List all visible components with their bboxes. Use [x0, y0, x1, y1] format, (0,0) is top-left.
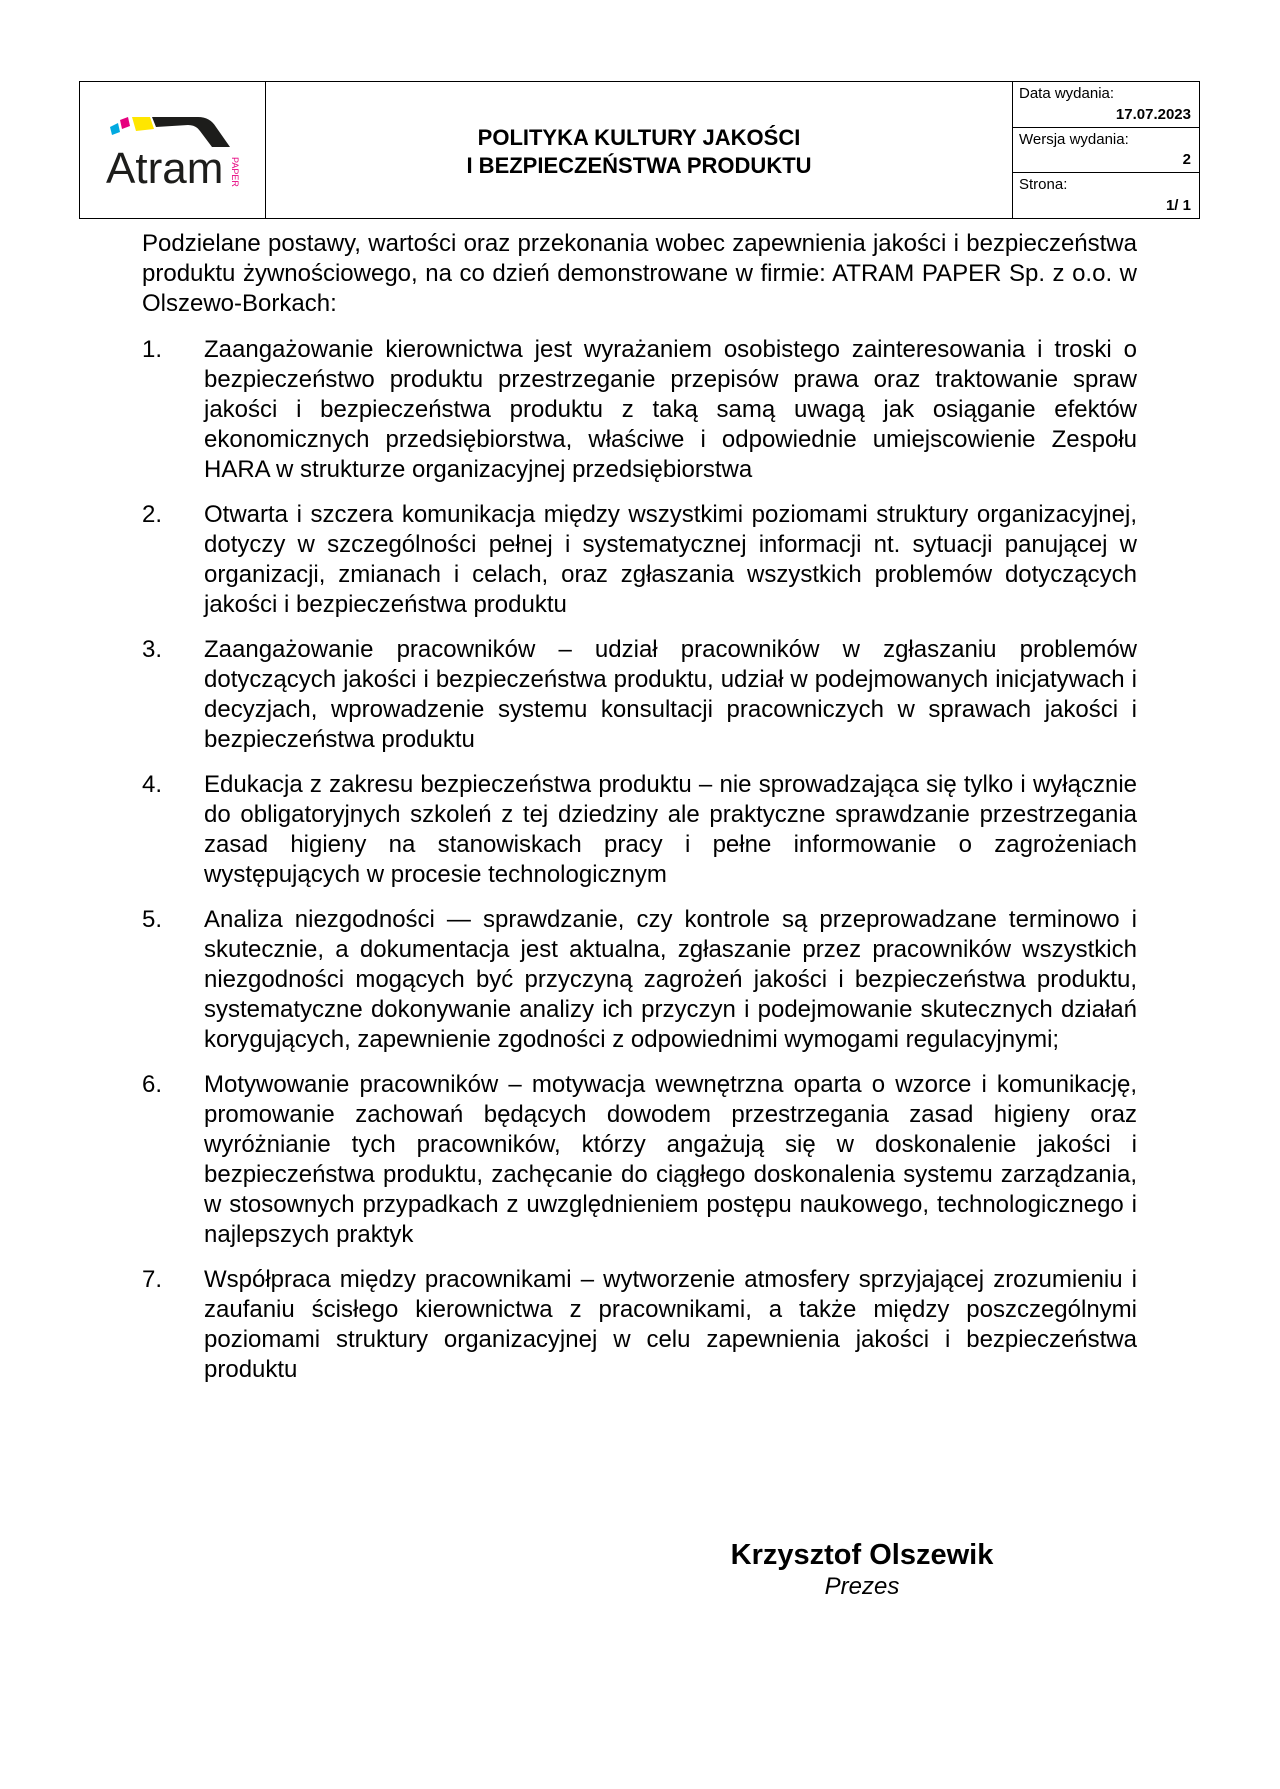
meta-issue-date — [1013, 82, 1199, 128]
item-text: Współpraca między pracownikami – wytworzenie atmosfery sprzyjającej zrozumieniu i zaufaniu ścisłego kierownictwa z pracownikami, a także między poszczególnymi poziomami struktury organizacyjnej w celu zapewnienia jakości i bezpieczeństwa produktu — [204, 1266, 1137, 1383]
item-number: 4. — [142, 771, 163, 798]
logo-magenta-mark — [120, 117, 130, 129]
policy-list — [142, 335, 1137, 1400]
logo-wordmark: Atram — [105, 144, 223, 193]
meta-value: 2 — [1182, 151, 1191, 169]
meta-column — [1013, 82, 1199, 218]
logo-cyan-mark — [110, 123, 120, 135]
logo-swoosh — [152, 117, 230, 147]
list-item — [142, 1070, 1137, 1250]
meta-value: 17.07.2023 — [1115, 105, 1191, 123]
document-title — [266, 82, 1013, 218]
logo-yellow-mark — [132, 117, 154, 131]
logo-cell — [80, 82, 266, 218]
meta-value: 1/ 1 — [1165, 197, 1191, 215]
title-line-2: I BEZPIECZEŃSTWA PRODUKTU — [466, 153, 812, 178]
meta-label: Strona: — [1019, 176, 1068, 194]
list-item — [142, 905, 1137, 1055]
intro-paragraph: Podzielane postawy, wartości oraz przekonania wobec zapewnienia jakości i bezpieczeństwa produktu żywnościowego, na co dzień demonstrowane w firmie: ATRAM PAPER Sp. z o.o. w Olszewo-Borkach: — [142, 230, 1137, 317]
item-number: 1. — [142, 336, 163, 363]
item-number: 3. — [142, 636, 163, 663]
meta-version — [1013, 128, 1199, 174]
title-line-1: POLITYKA KULTURY JAKOŚCI — [477, 125, 801, 150]
signatory-name: Krzysztof Olszewik — [730, 1539, 994, 1571]
meta-label: Wersja wydania: — [1019, 130, 1129, 148]
item-number: 7. — [142, 1266, 163, 1293]
item-text: Zaangażowanie pracowników – udział pracowników w zgłaszaniu problemów dotyczących jakości i bezpieczeństwa produktu, udział w podejmowanych inicjatywach i decyzjach, wprowadzenie systemu konsultacji pracowniczych w sprawach jakości i bezpieczeństwa produktu — [204, 636, 1137, 753]
item-text: Otwarta i szczera komunikacja między wszystkimi poziomami struktury organizacyjnej, dotyczy w szczególności pełnej i systematycznej informacji nt. sytuacji panującej w organizacji, zmianach i celach, oraz zgłaszania wszystkich problemów dotyczących jakości i bezpieczeństwa produktu — [204, 501, 1137, 618]
item-text: Analiza niezgodności — sprawdzanie, czy kontrole są przeprowadzane terminowo i skutecznie, a dokumentacja jest aktualna, zgłaszanie przez pracowników wszystkich niezgodności mogących być przyczyną zagrożeń jakości i bezpieczeństwa produktu, systematyczne dokonywanie analizy ich przyczyn i podejmowanie skutecznych działań korygujących, zapewnienie zgodności z odpowiednimi wymogami regulacyjnymi; — [204, 906, 1137, 1053]
item-text: Zaangażowanie kierownictwa jest wyrażaniem osobistego zainteresowania i troski o bezpieczeństwo produktu przestrzeganie przepisów prawa oraz traktowanie spraw jakości i bezpieczeństwa produktu z taką samą uwagą jak osiąganie efektów ekonomicznych przedsiębiorstwa, właściwe i odpowiednie umiejscowienie Zespołu HARA w strukturze organizacyjnej przedsiębiorstwa — [204, 336, 1137, 483]
atram-logo — [98, 105, 248, 195]
item-text: Edukacja z zakresu bezpieczeństwa produktu – nie sprowadzająca się tylko i wyłącznie do obligatoryjnych szkoleń z tej dziedziny ale praktyczne sprawdzanie przestrzegania zasad higieny na stanowiskach pracy i pełne informowanie o zagrożeniach występujących w procesie technologicznym — [204, 771, 1137, 888]
list-item — [142, 1265, 1137, 1385]
item-text: Motywowanie pracowników – motywacja wewnętrzna oparta o wzorce i komunikację, promowanie zachowań będących dowodem przestrzegania zasad higieny oraz wyróżnianie tych pracowników, którzy angażują się w doskonalenie jakości i bezpieczeństwa produktu, zachęcanie do ciągłego doskonalenia systemu zarządzania, w stosownych przypadkach z uwzględnieniem postępu naukowego, technologicznego i najlepszych praktyk — [204, 1071, 1137, 1248]
list-item — [142, 635, 1137, 755]
meta-label: Data wydania: — [1019, 85, 1115, 102]
item-number: 2. — [142, 501, 163, 528]
document-header — [79, 81, 1200, 219]
list-item — [142, 500, 1137, 620]
item-number: 5. — [142, 906, 163, 933]
list-item — [142, 770, 1137, 890]
meta-page — [1013, 173, 1199, 218]
item-number: 6. — [142, 1071, 163, 1098]
logo-subtext: PAPER — [229, 157, 240, 187]
list-item — [142, 335, 1137, 485]
signatory-role: Prezes — [824, 1573, 900, 1600]
